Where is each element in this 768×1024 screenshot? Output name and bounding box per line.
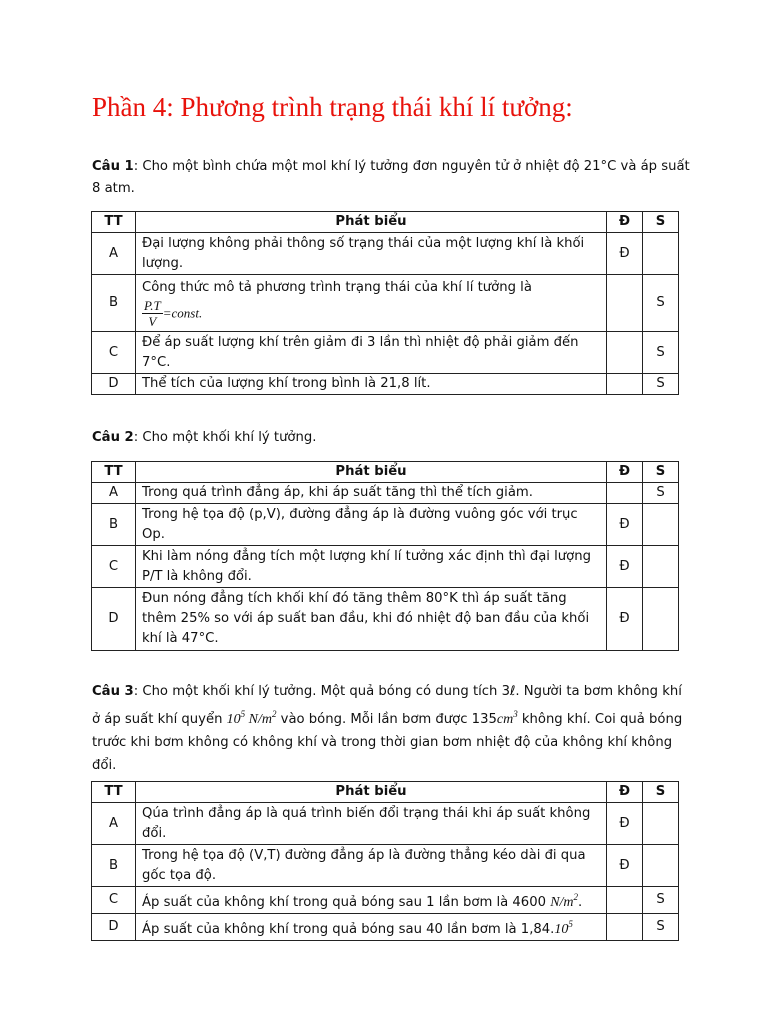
pt-over-v-formula [142,298,163,329]
header-d: Đ [607,212,643,233]
header-tt: TT [92,782,136,803]
table-header-row [92,212,679,233]
row-d-mark [607,275,643,332]
row-statement-text: Công thức mô tả phương trình trạng thái của khí lí tưởng là [142,279,532,295]
table-row [92,803,679,845]
header-statement: Phát biểu [136,212,607,233]
table-row [92,546,679,588]
row-d-mark: Đ [607,546,643,588]
header-d: Đ [607,782,643,803]
formula-numerator: P.T [144,297,161,313]
row-s-mark [643,546,679,588]
table-row [92,374,679,395]
row-statement: Để áp suất lượng khí trên giảm đi 3 lần thì nhiệt độ phải giảm đến 7°C. [136,332,607,374]
row-statement: Trong hệ tọa độ (V,T) đường đẳng áp là đường thẳng kéo dài đi qua gốc tọa độ. [136,845,607,887]
row-d-mark: Đ [607,845,643,887]
question-2-body: : Cho một khối khí lý tưởng. [133,430,317,445]
pump-volume-unit: $cm^3$ [496,709,518,727]
row-tt: B [92,504,136,546]
row-statement: Trong hệ tọa độ (p,V), đường đẳng áp là đường vuông góc với trục Op. [136,504,607,546]
row-tt: D [92,374,136,395]
row-d-mark [607,914,643,941]
header-s: S [643,212,679,233]
row-statement [136,887,607,914]
row-tt: C [92,332,136,374]
row-tt: A [92,803,136,845]
header-d: Đ [607,462,643,483]
row-d-mark [607,332,643,374]
question-3-text [92,680,692,777]
row-tt: C [92,546,136,588]
row-tt: D [92,914,136,941]
row-s-mark [643,504,679,546]
table-row [92,887,679,914]
header-tt: TT [92,462,136,483]
question-1-label: Câu 1 [92,159,134,174]
table-header-row [92,782,679,803]
row-s-mark: S [643,483,679,504]
row-s-mark: S [643,332,679,374]
row-statement-text: Áp suất của không khí trong quả bóng sau 1 lần bơm là 4600 [142,895,551,910]
header-tt: TT [92,212,136,233]
row-statement: Khi làm nóng đẳng tích một lượng khí lí tưởng xác định thì đại lượng P/T là không đổi. [136,546,607,588]
row-statement: Thể tích của lượng khí trong bình là 21,8 lít. [136,374,607,395]
header-statement: Phát biểu [136,782,607,803]
row-tt: D [92,588,136,651]
formula-denominator: V [148,313,157,329]
row-statement [136,275,607,332]
row-s-mark: S [643,275,679,332]
row-tt: C [92,887,136,914]
row-tt: A [92,483,136,504]
table-row [92,504,679,546]
table-row [92,588,679,651]
row-statement: Đun nóng đẳng tích khối khí đó tăng thêm 80°K thì áp suất tăng thêm 25% so với áp suất ban đầu, khi đó nhiệt độ ban đầu của khối khí là 47°C. [136,588,607,651]
row-s-mark [643,233,679,275]
row-s-mark: S [643,887,679,914]
header-s: S [643,782,679,803]
atmospheric-pressure-value: $10^5$ $N/m^2$ [226,709,277,727]
row-statement-text: Áp suất của không khí trong quả bóng sau 40 lần bơm là 1,84. [142,922,555,937]
row-s-mark [643,845,679,887]
row-d-mark: Đ [607,504,643,546]
row-tt: B [92,275,136,332]
question-2-table [91,461,679,651]
table-row [92,275,679,332]
row-statement [136,914,607,941]
row-d-mark: Đ [607,233,643,275]
table-row [92,332,679,374]
question-3-body-part-2: vào bóng. Mỗi lần bơm được 135 [276,712,497,727]
statement-tail: . [578,895,583,910]
question-2-text [92,427,692,449]
row-tt: B [92,845,136,887]
row-s-mark: S [643,914,679,941]
table-row [92,233,679,275]
formula-tail: =const. [162,305,203,320]
row-s-mark [643,803,679,845]
pressure-power: $10^5$ [554,919,573,937]
row-d-mark: Đ [607,803,643,845]
header-statement: Phát biểu [136,462,607,483]
table-header-row [92,462,679,483]
question-1-body: : Cho một bình chứa một mol khí lý tưởng đơn nguyên tử ở nhiệt độ 21°C và áp suất 8 atm. [92,159,690,196]
question-3-body-part-1: : Cho một khối khí lý tưởng. Một quả bóng có dung tích 3ℓ. Người ta bơm không khí ở áp suất khí quyển [92,684,682,727]
row-d-mark: Đ [607,588,643,651]
row-statement: Qúa trình đẳng áp là quá trình biến đổi trạng thái khi áp suất không đổi. [136,803,607,845]
row-statement: Đại lượng không phải thông số trạng thái của một lượng khí là khối lượng. [136,233,607,275]
table-row [92,483,679,504]
table-row [92,914,679,941]
row-s-mark: S [643,374,679,395]
question-3-table [91,781,679,941]
question-2-label: Câu 2 [92,430,134,445]
row-d-mark [607,483,643,504]
section-heading: Phần 4: Phương trình trạng thái khí lí tưởng: [92,92,573,122]
question-3-label: Câu 3 [92,684,134,699]
row-d-mark [607,374,643,395]
row-s-mark [643,588,679,651]
pressure-unit: $N/m^2$ [550,892,579,910]
row-statement: Trong quá trình đẳng áp, khi áp suất tăng thì thể tích giảm. [136,483,607,504]
question-1-text [92,156,692,200]
question-1-table [91,211,679,395]
row-d-mark [607,887,643,914]
table-row [92,845,679,887]
header-s: S [643,462,679,483]
question-3-body-part-3: không khí. Coi quả bóng trước khi bơm không có không khí và trong thời gian bơm nhiệt độ của không khí không đổi. [92,712,683,773]
row-tt: A [92,233,136,275]
